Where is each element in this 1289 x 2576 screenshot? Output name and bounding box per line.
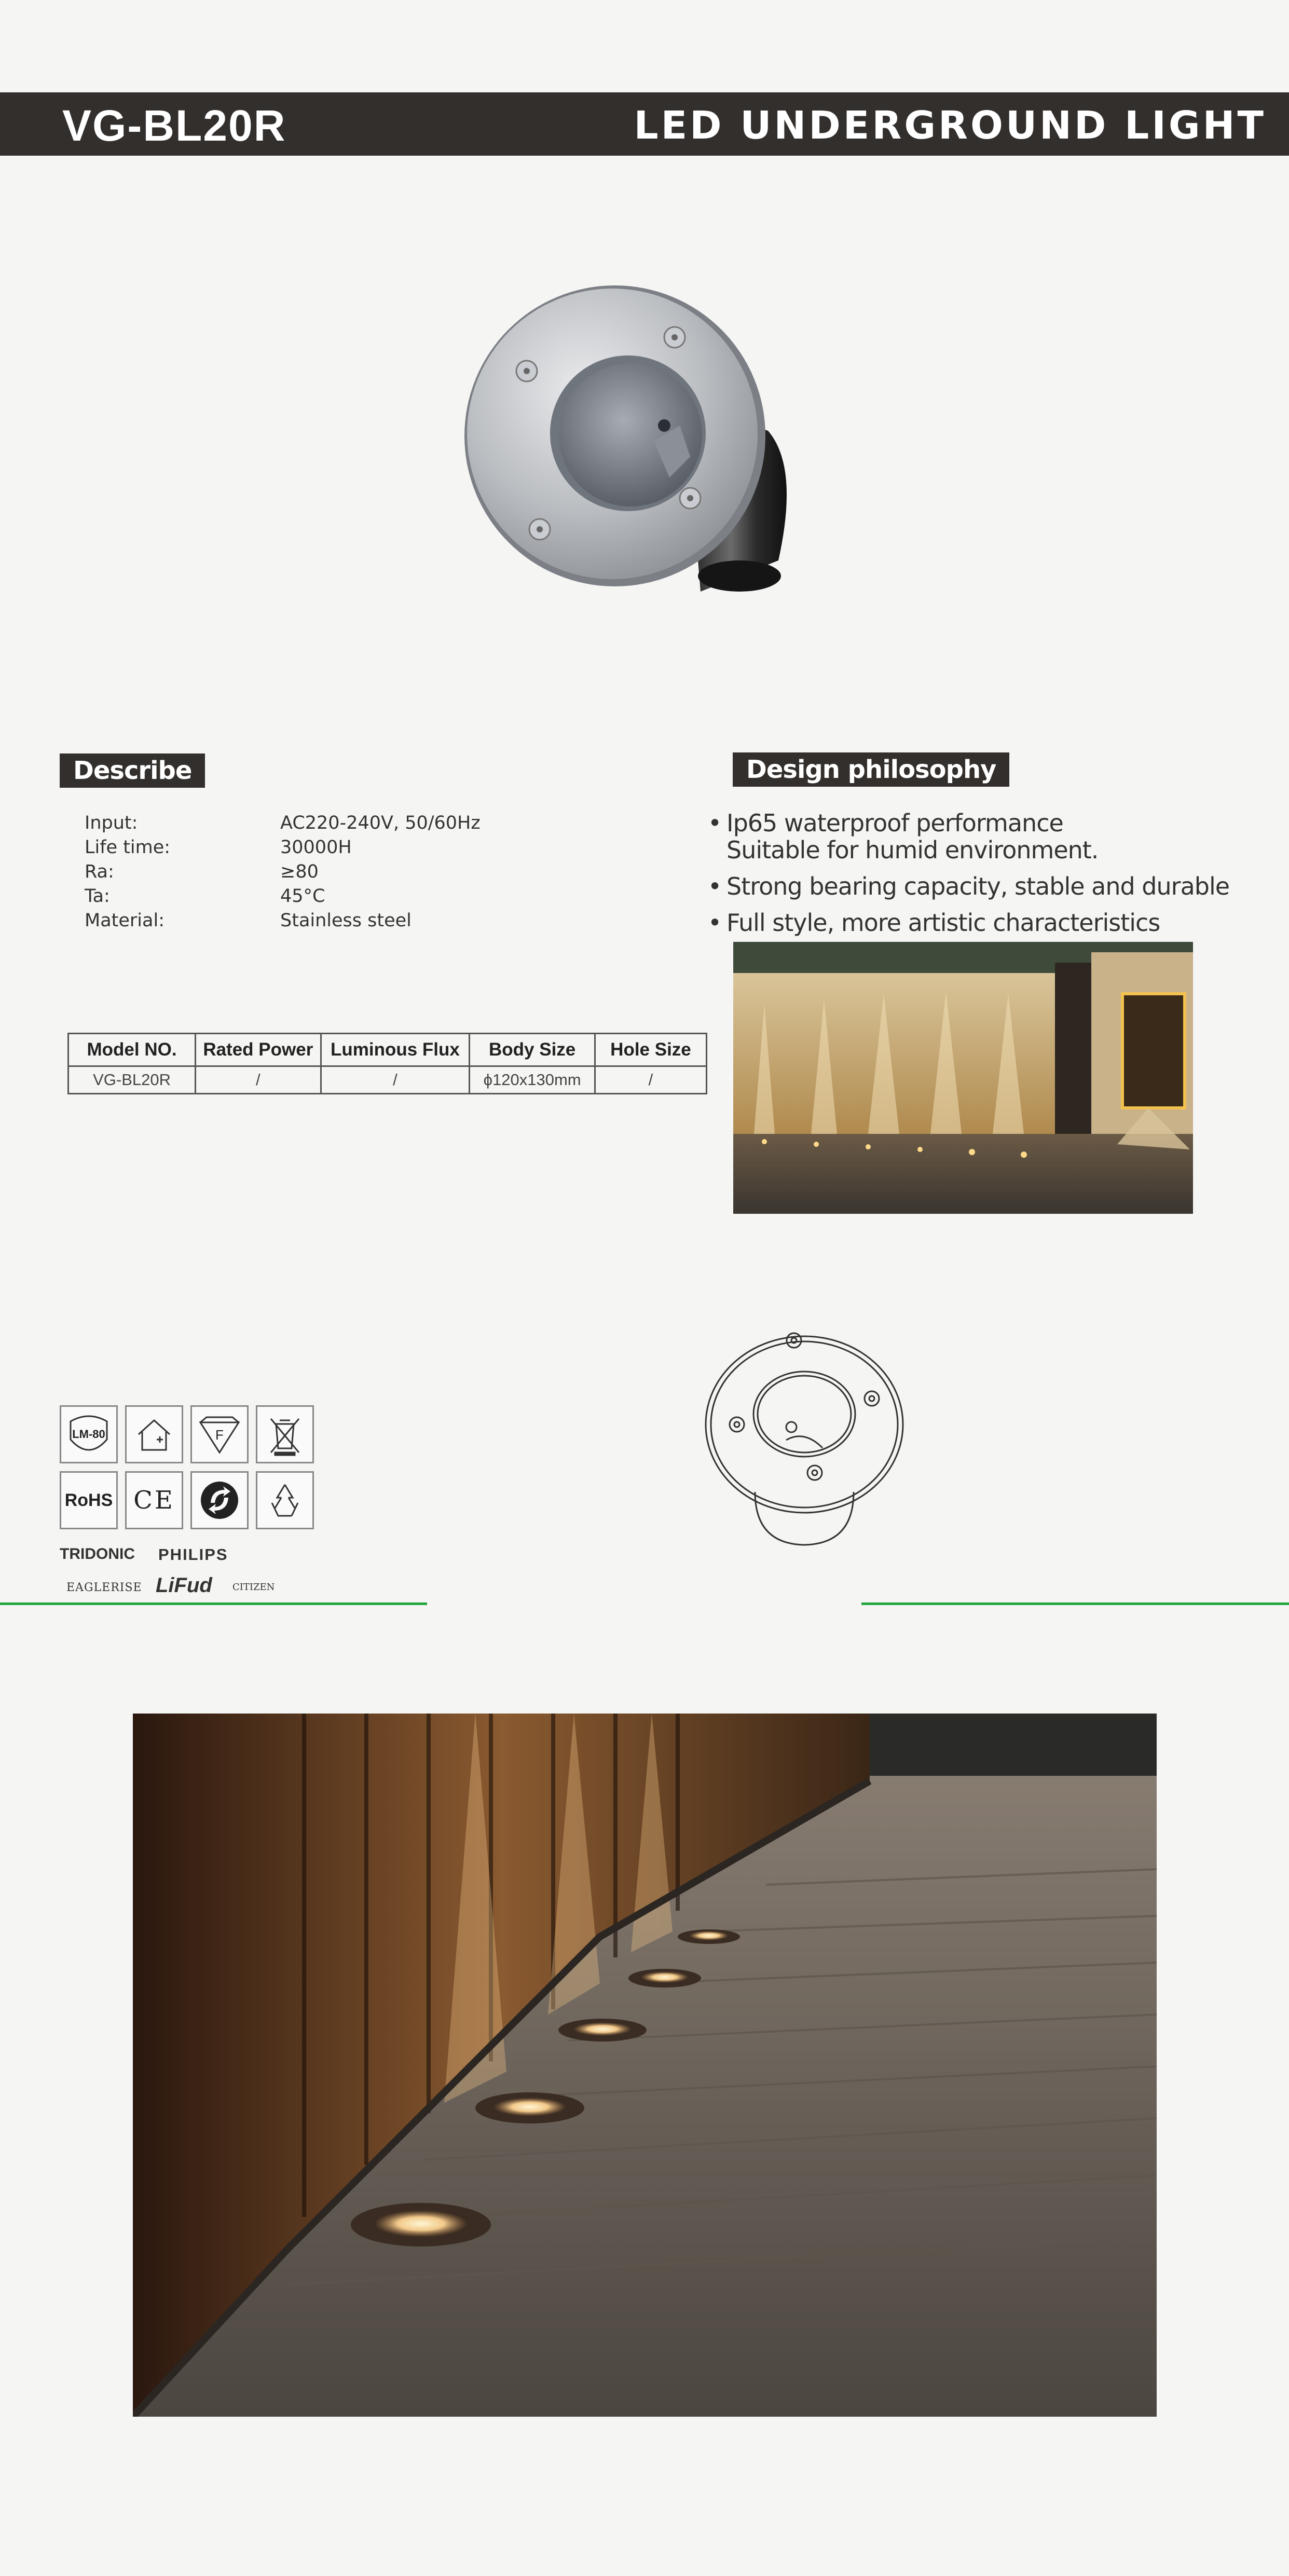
- bullet-item: • Ip65 waterproof performance: [708, 809, 1063, 837]
- bullet-item: • Strong bearing capacity, stable and durable: [708, 872, 1230, 900]
- application-photo-pathway: [133, 1714, 1157, 2417]
- design-title: Design philosophy: [733, 752, 1009, 787]
- bullet-text: Full style, more artistic characteristics: [726, 909, 1160, 937]
- design-bullets: [708, 810, 1279, 936]
- brand-tridonic: TRIDONIC: [60, 1545, 135, 1563]
- product-image: [457, 270, 830, 607]
- col-header-flux: Luminous Flux: [321, 1034, 470, 1066]
- spec-value: ≥80: [280, 861, 319, 882]
- brand-citizen: CITIZEN: [232, 1582, 275, 1593]
- bullet-item-continuation: Suitable for humid environment.: [726, 836, 1099, 864]
- col-header-hole-size: Hole Size: [595, 1034, 706, 1066]
- spec-value: Stainless steel: [280, 910, 412, 931]
- green-dot-icon: [190, 1471, 249, 1529]
- brand-lifud: LiFud: [156, 1574, 212, 1597]
- spec-value: 45°C: [280, 886, 325, 907]
- bullet-text: Ip65 waterproof performance: [726, 809, 1063, 837]
- spec-row: [85, 811, 481, 835]
- table-header-row: [68, 1034, 707, 1066]
- spec-label: Life time:: [85, 837, 171, 858]
- divider-left: [0, 1602, 427, 1605]
- spec-row: [85, 835, 481, 860]
- spec-table: [67, 1033, 707, 1094]
- lm80-cert-icon: [60, 1405, 118, 1463]
- col-header-body-size: Body Size: [470, 1034, 595, 1066]
- spec-label: Ra:: [85, 861, 114, 882]
- product-type-title: LED UNDERGROUND LIGHT: [634, 103, 1266, 148]
- recycle-icon: [256, 1471, 314, 1529]
- indoor-use-icon: [125, 1405, 183, 1463]
- bullet-item: • Full style, more artistic characteristics: [708, 909, 1160, 937]
- describe-title: Describe: [60, 753, 205, 788]
- col-header-power: Rated Power: [196, 1034, 321, 1066]
- spec-row: [85, 909, 481, 933]
- spec-list: [85, 811, 481, 933]
- cell-flux: /: [321, 1066, 470, 1094]
- svg-text:LM-80: LM-80: [72, 1428, 105, 1441]
- model-title: VG-BL20R: [62, 101, 286, 150]
- svg-text:F: F: [215, 1427, 224, 1443]
- cell-hole-size: /: [595, 1066, 706, 1094]
- application-photo-wall: [733, 942, 1193, 1214]
- weee-bin-icon: [256, 1405, 314, 1463]
- spec-row: [85, 860, 481, 884]
- spec-label: Input:: [85, 813, 138, 833]
- rohs-cert-icon: RoHS: [60, 1471, 118, 1529]
- cell-body-size: ϕ120x130mm: [470, 1066, 595, 1094]
- f-mark-icon: [190, 1405, 249, 1463]
- ce-cert-icon: CE: [125, 1471, 183, 1529]
- divider-right: [861, 1602, 1289, 1605]
- spec-label: Ta:: [85, 886, 110, 907]
- bullet-text: Strong bearing capacity, stable and durable: [726, 872, 1230, 900]
- cell-power: /: [196, 1066, 321, 1094]
- spec-row: [85, 884, 481, 909]
- spec-label: Material:: [85, 910, 164, 931]
- line-drawing: [703, 1326, 911, 1549]
- brand-eaglerise: EAGLERISE: [66, 1581, 142, 1594]
- cell-model: VG-BL20R: [68, 1066, 196, 1094]
- spec-value: AC220-240V, 50/60Hz: [280, 813, 481, 833]
- brand-philips: PHILIPS: [158, 1545, 228, 1564]
- spec-value: 30000H: [280, 837, 352, 858]
- col-header-model: Model NO.: [68, 1034, 196, 1066]
- table-row: [68, 1066, 707, 1094]
